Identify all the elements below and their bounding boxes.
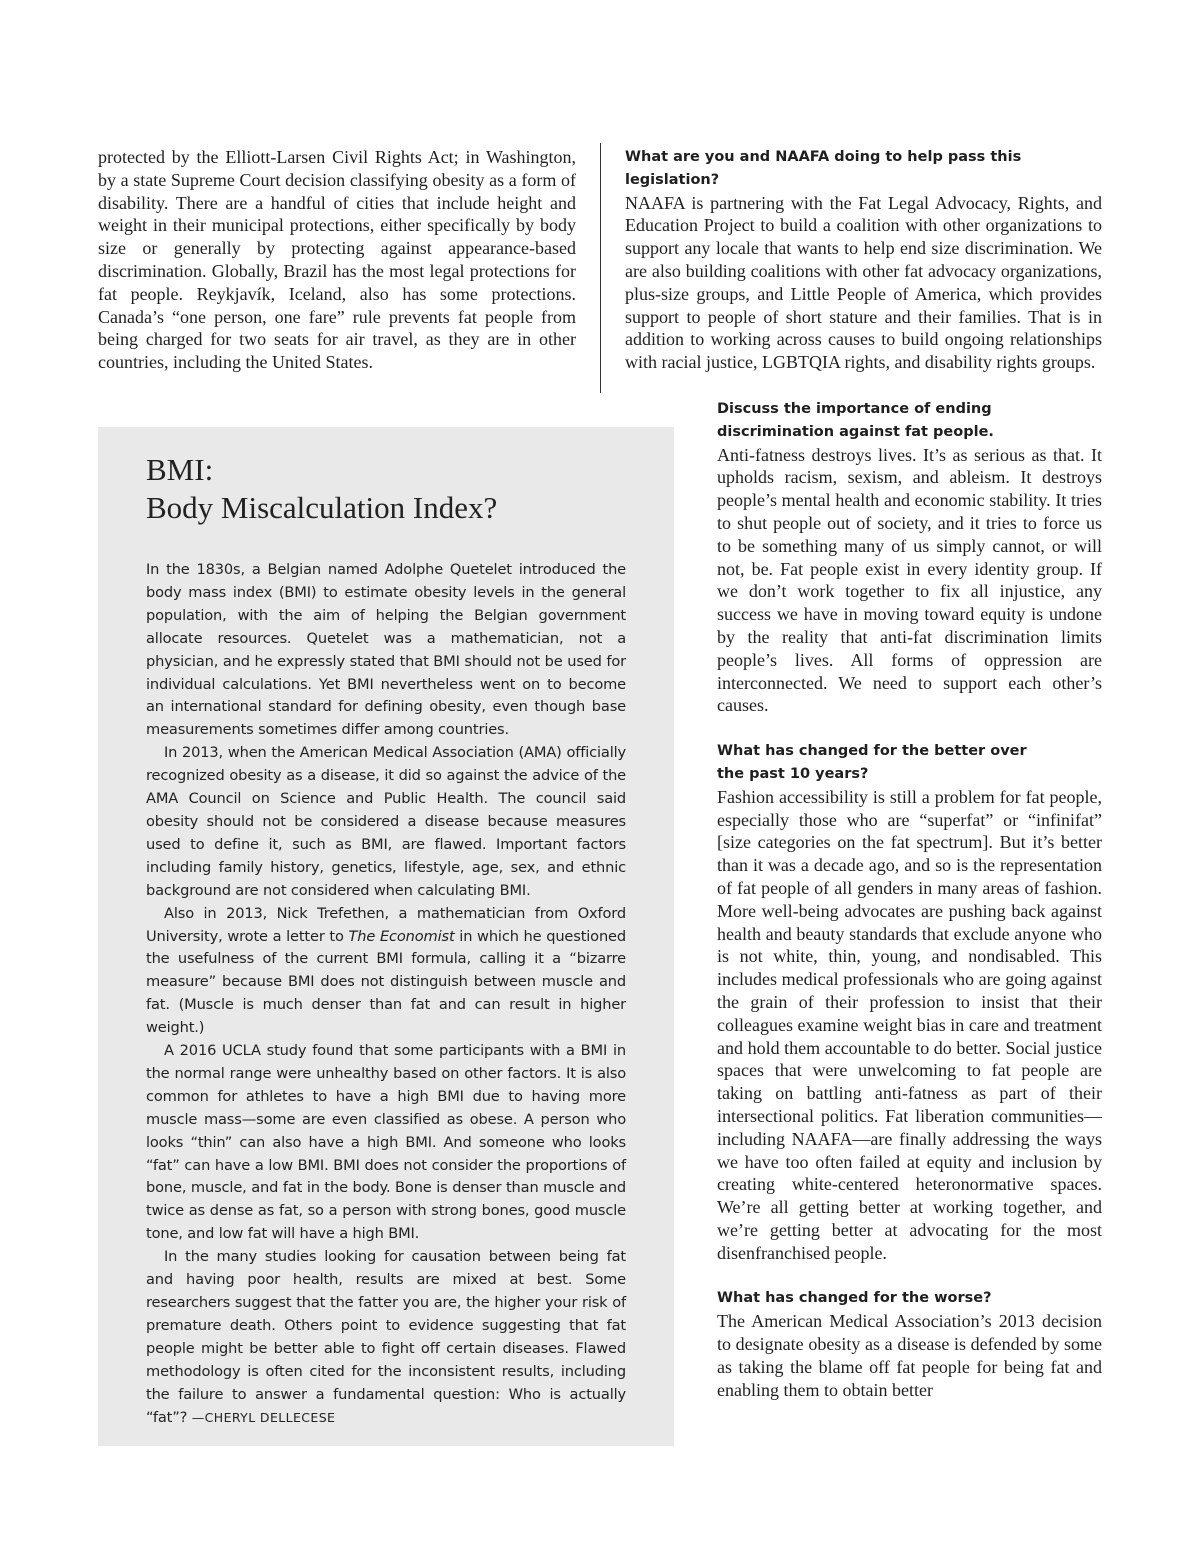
paragraph-3-text-b: in which he questioned the usefulness of the current BMI formula, calling it a “bizarre measure” because BMI does not distinguish between muscle and fat. (Muscle is much denser than fat and can result in higher weight.): [146, 927, 626, 1037]
publication-title: The Economist: [348, 927, 455, 945]
sidebar-paragraph-4: A 2016 UCLA study found that some participants with a BMI in the normal range were unhealthy based on other factors. It is also common for athletes to have a high BMI due to having more muscle mass—some are even classified as obese. A person who looks “thin” can also have a high BMI. And someone who looks “fat” can have a low BMI. BMI does not consider the proportions of bone, muscle, and fat in the body. Bone is denser than muscle and twice as dense as fat, so a person with strong bones, good muscle tone, and low fat will have a high BMI.: [146, 1042, 626, 1243]
sidebar-title: [146, 451, 646, 527]
answer-legislation: NAAFA is partnering with the Fat Legal Advocacy, Rights, and Education Project to build a coalition with other organizations to support any locale that wants to help end size discrimination. We are also building coalitions with other fat advocacy organizations, plus-size groups, and Little People of America, which provides support to people of short stature and their families. That is in addition to working across causes to build ongoing relationships with racial justice, LGBTQIA rights, and disability rights groups.: [625, 192, 1102, 373]
sidebar-paragraph-3: [146, 903, 626, 1040]
question-better-line1: What has changed for the better over: [717, 743, 1027, 760]
top-left-column: [98, 146, 576, 374]
sidebar-title-line1: BMI:: [146, 452, 214, 487]
sidebar-title-line2: Body Miscalculation Index?: [146, 490, 498, 525]
paragraph-5-text: In the many studies looking for causation between being fat and having poor health, results are mixed at best. Some researchers suggest that the fatter you are, the higher your risk of premature death. Others point to evidence suggesting that fat people might be better able to fight off certain diseases. Flawed methodology is often cited for the inconsistent results, including the failure to answer a fundamental question: Who is actually “fat”?: [146, 1248, 626, 1426]
spacer: [717, 717, 1102, 740]
question-worse: What has changed for the worse?: [717, 1290, 992, 1307]
sidebar-paragraph-1: In the 1830s, a Belgian named Adolphe Quetelet introduced the body mass index (BMI) to estimate obesity levels in the general population, with the aim of helping the Belgian government allocate resources. Quetelet was a mathematician, not a physician, and he expressly stated that BMI should not be used for individual calculations. Yet BMI nevertheless went on to become an international standard for defining obesity, even though base measurements sometimes differ among countries.: [146, 561, 626, 739]
top-right-column: [625, 146, 1102, 374]
spacer: [717, 1264, 1102, 1287]
bmi-sidebar: [98, 427, 674, 1446]
question-better-line2: the past 10 years?: [717, 765, 869, 782]
author-byline: —CHERYL DELLECESE: [191, 1409, 336, 1425]
column-divider: [600, 143, 601, 393]
question-better: [717, 740, 1102, 786]
question-importance-line2: discrimination against fat people.: [717, 423, 994, 440]
right-column: [717, 398, 1102, 1401]
question-legislation: What are you and NAAFA doing to help pass this legislation?: [625, 149, 1022, 188]
answer-worse: The American Medical Association’s 2013 decision to designate obesity as a disease is defended by some as taking the blame off fat people for being fat and enabling them to obtain better: [717, 1311, 1102, 1400]
paragraph-3-text-a: Also in 2013, Nick Trefethen, a mathematician from Oxford University, wrote a letter to: [146, 904, 626, 945]
sidebar-paragraph-5: [146, 1246, 626, 1429]
sidebar-body: [146, 559, 626, 1429]
question-importance-line1: Discuss the importance of ending: [717, 401, 992, 417]
top-left-paragraph: protected by the Elliott-Larsen Civil Rights Act; in Washington, by a state Supreme Court decision classifying obesity as a form of disability. There are a handful of cities that include height and weight in their municipal protections, either specifically by body size or generally by protecting against appearance-based discrimination. Globally, Brazil has the most legal protections for fat people. Reykjavík, Iceland, also has some protections. Canada’s “one person, one fare” rule prevents fat people from being charged for two seats for air travel, as they are in other countries, including the United States.: [98, 147, 576, 373]
sidebar-paragraph-2: In 2013, when the American Medical Association (AMA) officially recognized obesity as a disease, it did so against the advice of the AMA Council on Science and Public Health. The council said obesity should not be considered a disease because measures used to define it, such as BMI, are flawed. Important factors including family history, genetics, lifestyle, age, sex, and ethnic background are not considered when calculating BMI.: [146, 744, 626, 899]
answer-importance: Anti-fatness destroys lives. It’s as serious as that. It upholds racism, sexism, and ableism. It destroys people’s mental health and economic stability. It tries to shut people out of society, and it tries to force us to be something many of us simply cannot, or will not, be. Fat people exist in every identity group. If we don’t work together to fix all injustice, any success we have in moving toward equity is undone by the reality that anti-fat discrimination limits people’s lives. All forms of oppression are interconnected. We need to support each other’s causes.: [717, 444, 1102, 716]
question-importance: [717, 398, 1102, 444]
answer-better: Fashion accessibility is still a problem for fat people, especially those who are “superfat” or “infinifat” [size categories on the fat spectrum]. But it’s better than it was a decade ago, and so is the representation of fat people of all genders in many areas of fashion. More well-being advocates are pushing back against health and beauty standards that exclude anyone who is not white, thin, young, and nondisabled. This includes medical professionals who are going against the grain of their profession to insist that their colleagues examine weight bias in care and treatment and hold them accountable to do better. Social justice spaces that were unwelcoming to fat people are taking on battling anti-fatness as part of their intersectional politics. Fat liberation communities—including NAAFA—are finally addressing the ways we have too often failed at equity and inclusion by creating white-centered heteronormative spaces. We’re all getting better at working together, and we’re getting better at advocating for the most disenfranchised people.: [717, 786, 1102, 1263]
